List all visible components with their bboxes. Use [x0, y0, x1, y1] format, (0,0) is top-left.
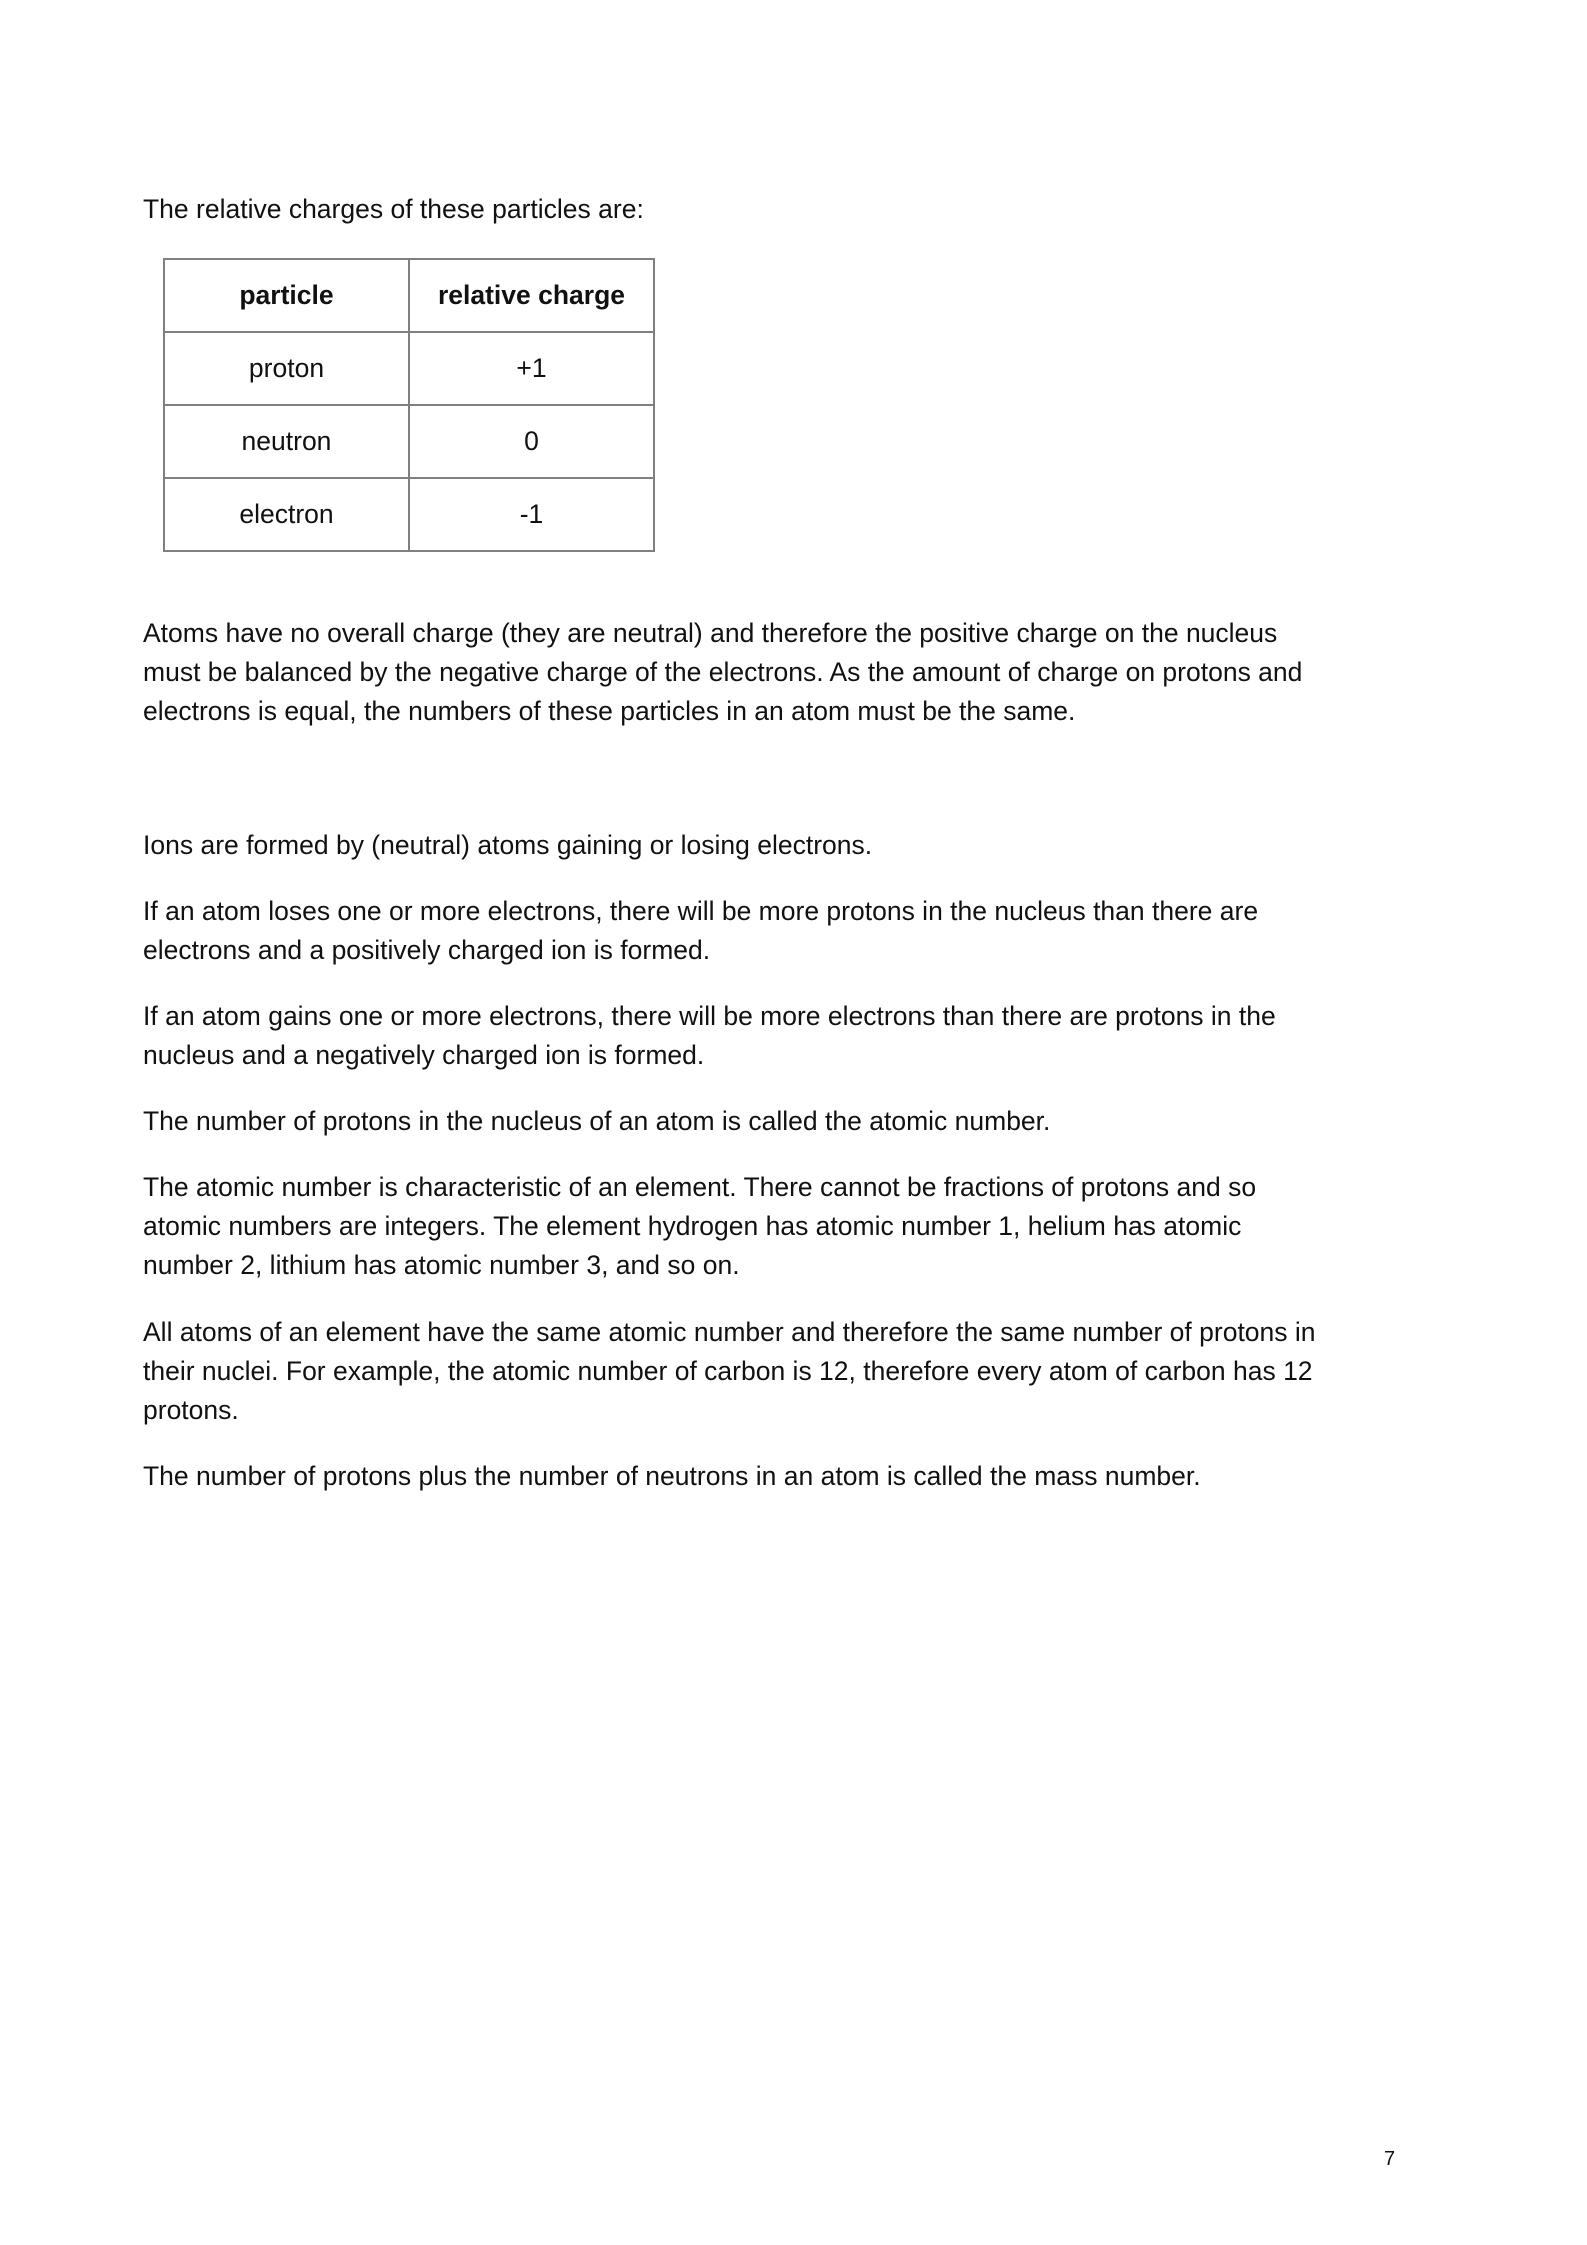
- paragraph-line: If an atom loses one or more electrons, there will be more protons in the nucleus than there are: [143, 896, 1259, 926]
- paragraph-line: The number of protons in the nucleus of an atom is called the atomic number.: [143, 1106, 1051, 1136]
- paragraph-line: Ions are formed by (neutral) atoms gaining or losing electrons.: [143, 830, 873, 860]
- paragraph-line: their nuclei. For example, the atomic number of carbon is 12, therefore every atom of carbon has 12: [143, 1356, 1313, 1386]
- paragraph-line: nucleus and a negatively charged ion is formed.: [143, 1040, 705, 1070]
- paragraph-line: Atoms have no overall charge (they are neutral) and therefore the positive charge on the nucleus: [143, 618, 1278, 648]
- table-cell-charge: -1: [409, 478, 654, 551]
- paragraph-line: must be balanced by the negative charge of the electrons. As the amount of charge on protons and: [143, 657, 1303, 687]
- paragraph-line: electrons is equal, the numbers of these particles in an atom must be the same.: [143, 696, 1076, 726]
- intro-text: The relative charges of these particles are:: [143, 194, 644, 224]
- table-cell-particle: electron: [164, 478, 409, 551]
- table-row: [164, 332, 654, 405]
- table-header-particle: particle: [164, 259, 409, 332]
- paragraph-line: atomic numbers are integers. The element hydrogen has atomic number 1, helium has atomic: [143, 1211, 1242, 1241]
- paragraph-ions-formed: [143, 826, 872, 865]
- page-number: 7: [1384, 2148, 1396, 2170]
- table-cell-particle: neutron: [164, 405, 409, 478]
- paragraph-atom-loses: [143, 892, 1258, 970]
- paragraph-same-atomic-number: [143, 1313, 1316, 1430]
- table-row: [164, 478, 654, 551]
- paragraph-line: If an atom gains one or more electrons, there will be more electrons than there are protons in the: [143, 1001, 1276, 1031]
- table-row: [164, 405, 654, 478]
- paragraph-line: protons.: [143, 1395, 239, 1425]
- table-header-relative-charge: relative charge: [409, 259, 654, 332]
- relative-charge-table: [163, 258, 655, 552]
- table-cell-charge: +1: [409, 332, 654, 405]
- paragraph-line: All atoms of an element have the same atomic number and therefore the same number of protons in: [143, 1317, 1316, 1347]
- table-cell-charge: 0: [409, 405, 654, 478]
- paragraph-atoms-neutral: [143, 614, 1302, 731]
- paragraph-line: electrons and a positively charged ion is formed.: [143, 935, 711, 965]
- paragraph-atomic-number-def: [143, 1102, 1050, 1141]
- paragraph-line: number 2, lithium has atomic number 3, and so on.: [143, 1250, 740, 1280]
- table-header-row: [164, 259, 654, 332]
- paragraph-line: The number of protons plus the number of neutrons in an atom is called the mass number.: [143, 1461, 1201, 1491]
- paragraph-mass-number-def: [143, 1457, 1201, 1496]
- paragraph-atom-gains: [143, 997, 1276, 1075]
- paragraph-atomic-number-characteristic: [143, 1168, 1256, 1285]
- table-cell-particle: proton: [164, 332, 409, 405]
- paragraph-line: The atomic number is characteristic of an element. There cannot be fractions of protons and so: [143, 1172, 1257, 1202]
